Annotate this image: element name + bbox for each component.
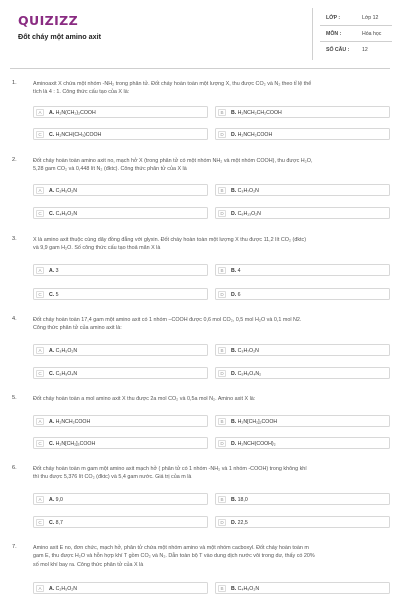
option-c[interactable] [33,288,208,300]
option-label: D. [231,210,237,217]
option-label: B. [231,496,237,503]
option-letter: B [218,267,226,274]
option-label: B. [231,109,237,116]
question-number: 1. [12,80,17,86]
option-letter: D [218,440,226,447]
option-d[interactable] [215,128,390,140]
option-text: H₂N[CH₂]₂COOH [237,418,278,425]
option-a[interactable] [33,582,208,594]
option-text: H₂NCH(CH₃)COOH [55,131,102,138]
option-text: 18,0 [237,496,248,503]
option-letter: C [36,210,44,217]
option-label: D. [231,519,237,526]
option-label: A. [49,418,55,425]
option-letter: A [36,418,44,425]
option-d[interactable] [215,516,390,528]
header-divider [312,8,313,60]
option-letter: A [36,187,44,194]
option-c[interactable] [33,437,208,449]
meta-subject [320,28,392,42]
option-text: H₂NCH₂CH₂COOH [237,109,282,116]
option-letter: B [218,187,226,194]
option-b[interactable] [215,415,390,427]
option-text: 9,0 [55,496,63,503]
question-text [33,465,393,482]
option-letter: C [36,131,44,138]
option-label: C. [49,440,55,447]
option-c[interactable] [33,207,208,219]
question-line: 5,28 gam CO₂ và 0,448 lít N₂ (đktc). Công thức phân tử của X là [33,166,187,173]
option-text: C₃H₅O₂N [55,347,78,354]
option-text: 3 [55,267,59,274]
option-label: D. [231,440,237,447]
option-letter: B [218,418,226,425]
meta-question-count [320,44,392,58]
option-text: 8,7 [55,519,63,526]
option-text: C₅H₉O₄N₂ [237,370,262,377]
question-line: Công thức phân tử của amino axit là: [33,325,122,332]
question-line: số mol khí bay ra. Công thức phân tử của X là [33,561,144,568]
option-letter: B [218,585,226,592]
option-label: A. [49,187,55,194]
quiz-title: Đốt cháy một amino axit [18,32,102,41]
option-a[interactable] [33,184,208,196]
option-text: 4 [237,267,241,274]
question-text [33,395,393,403]
option-letter: C [36,440,44,447]
option-letter: D [218,131,226,138]
question-number: 4. [12,316,17,322]
option-b[interactable] [215,344,390,356]
question-line: Đốt cháy hoàn toàn a mol amino axit X thu được 2a mol CO₂ và 0,5a mol N₂. Amino axit X là: [33,396,256,402]
question-line: Amino axit E no, đơn chức, mạch hở, phân tử chứa một nhóm amino và một nhóm cacboxyl. Đốt cháy hoàn toàn m [33,545,309,551]
question-line: Đốt cháy hoàn toàn 17,4 gam một amino axit có 1 nhóm –COOH được 0,6 mol CO₂, 0,5 mol H₂O và 0,1 mol N2. [33,317,302,323]
option-b[interactable] [215,106,390,118]
option-a[interactable] [33,106,208,118]
question-number: 5. [12,395,17,401]
option-letter: A [36,585,44,592]
option-b[interactable] [215,264,390,276]
question-text [33,236,393,253]
question-text [33,544,393,569]
meta-grade [320,12,392,26]
option-label: A. [49,109,55,116]
option-label: D. [231,370,237,377]
option-text: 5 [55,291,59,298]
option-b[interactable] [215,184,390,196]
question-number: 2. [12,157,17,163]
option-label: B. [231,187,237,194]
option-label: C. [49,291,55,298]
question-number: 3. [12,236,17,242]
option-text: 6 [237,291,241,298]
option-label: B. [231,418,237,425]
option-text: C₆H₁₃O₂N [237,210,261,217]
option-letter: C [36,291,44,298]
option-a[interactable] [33,415,208,427]
option-text: C₂H₅O₂N [55,585,78,592]
option-d[interactable] [215,288,390,300]
meta-subject-value: Hóa học [362,31,382,37]
option-letter: C [36,519,44,526]
option-text: H₂NCH(COOH)₂ [237,440,276,447]
option-label: D. [231,131,237,138]
option-text: 22,5 [237,519,248,526]
option-label: C. [49,370,55,377]
option-text: H₂NCH₂COOH [237,131,273,138]
question-line: thì thu được 5,376 lít CO₂ (đktc) và 5,4 gam nước. Giá trị của m là [33,474,192,481]
question-text [33,80,393,97]
option-text: H₂N[CH₂]₃COOH [55,440,96,447]
option-text: H₂N(CH₂)₂COOH [55,109,96,116]
option-label: A. [49,585,55,592]
question-line: X là amino axit thuộc cùng dãy đồng đẳng với glyxin. Đốt cháy hoàn toàn một lượng X thu được 11,2 lít CO₂ (đktc) [33,237,307,243]
option-label: B. [231,347,237,354]
meta-subject-label: MÔN : [326,31,342,37]
question-text [33,157,393,174]
option-letter: A [36,496,44,503]
option-letter: A [36,347,44,354]
option-c[interactable] [33,128,208,140]
option-b[interactable] [215,582,390,594]
option-letter: A [36,267,44,274]
meta-count-value: 12 [362,47,368,53]
option-text: C₄H₉O₂N [237,585,260,592]
option-d[interactable] [215,207,390,219]
option-letter: D [218,519,226,526]
option-text: C₃H₇O₂N [237,347,259,354]
option-a[interactable] [33,493,208,505]
option-a[interactable] [33,344,208,356]
option-a[interactable] [33,264,208,276]
option-letter: A [36,109,44,116]
option-text: C₃H₇O₂N [237,187,259,194]
meta-divider [320,25,392,26]
option-text: C₅H₉O₄N [55,370,78,377]
option-letter: B [218,347,226,354]
meta-count-label: SỐ CÂU : [326,47,350,53]
option-label: B. [231,267,237,274]
meta-grade-label: LỚP : [326,15,341,21]
option-label: C. [49,210,55,217]
option-label: D. [231,291,237,298]
header-bottom-divider [10,68,390,69]
option-label: C. [49,131,55,138]
question-number: 7. [12,544,17,550]
option-label: C. [49,519,55,526]
option-c[interactable] [33,367,208,379]
option-label: A. [49,267,55,274]
option-letter: B [218,109,226,116]
meta-divider [320,41,392,42]
worksheet-header [0,0,400,70]
question-line: gam E, thu được H₂O và hỗn hợp khí T gồm CO₂ và N₂. Dẫn toàn bộ T vào dung dịch nước vôi trong dư, thấy có 20% [33,553,315,560]
question-text [33,316,393,333]
question-line: Đốt cháy hoàn toàn amino axit no, mạch hở X (trong phân tử có một nhóm NH₂ và một nhóm COOH), thu được H₂O, [33,158,313,164]
option-text: C₂H₅O₂N [55,187,78,194]
question-line: Aminoaxit X chứa một nhóm -NH₂ trong phân tử. Đốt cháy hoàn toàn một lượng X, thu được CO₂ và N₂ theo tỉ lệ thể [33,81,312,87]
question-line: tích là 4 : 1. Công thức cấu tạo của X là: [33,89,130,96]
option-text: C₄H₉O₂N [55,210,78,217]
quizizz-logo: QUIZIZZ [18,13,79,28]
meta-grade-value: Lớp 12 [362,15,379,21]
question-number: 6. [12,465,17,471]
option-b[interactable] [215,493,390,505]
option-label: A. [49,347,55,354]
option-letter: B [218,496,226,503]
question-line: và 9,9 gam H₂O. Số công thức cấu tạo thoả mãn X là [33,245,161,252]
option-text: H₂NCH₂COOH [55,418,91,425]
option-label: A. [49,496,55,503]
option-letter: D [218,210,226,217]
option-letter: D [218,370,226,377]
option-d[interactable] [215,367,390,379]
option-d[interactable] [215,437,390,449]
question-line: Đốt cháy hoàn toàn m gam một amino axit mạch hở ( phân tử có 1 nhóm -NH₂ và 1 nhóm -COOH) trong không khí [33,466,307,472]
option-letter: D [218,291,226,298]
option-c[interactable] [33,516,208,528]
option-label: B. [231,585,237,592]
option-letter: C [36,370,44,377]
